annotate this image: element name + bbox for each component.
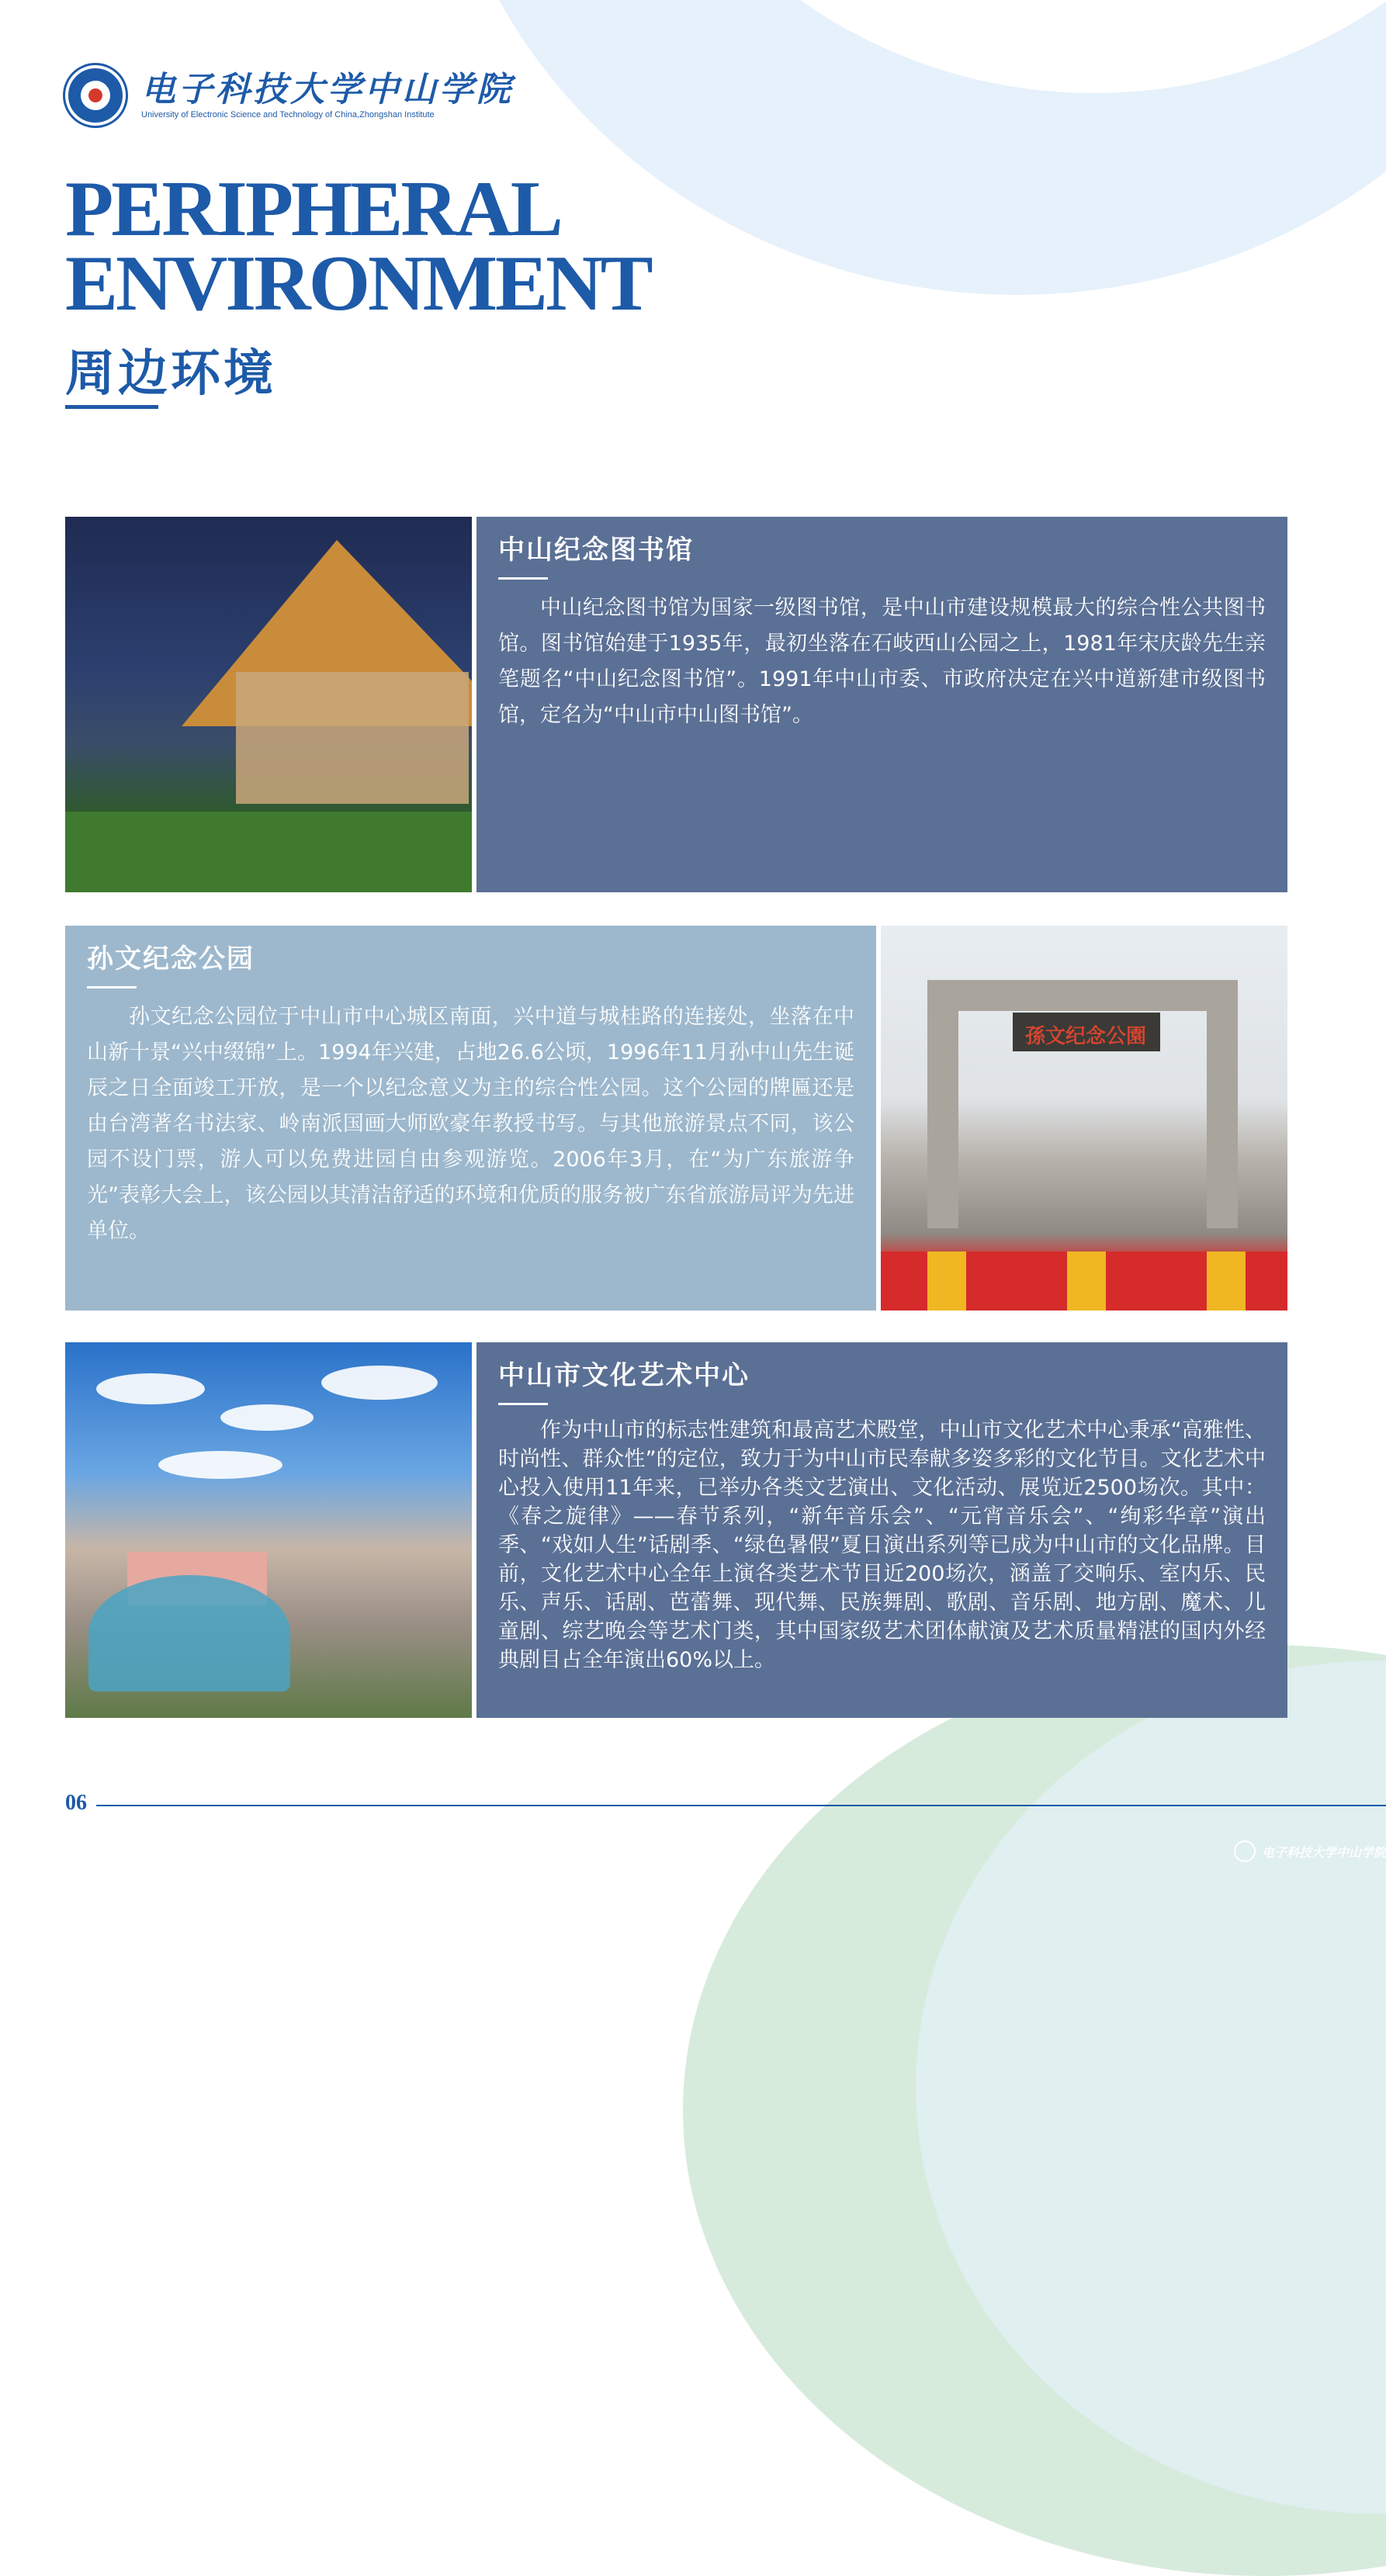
logo-name-en: University of Electronic Science and Technology of China,Zhongshan Institute xyxy=(141,110,435,119)
page-number: 06 xyxy=(65,1791,87,1815)
library-heading: 中山纪念图书馆 xyxy=(498,535,694,566)
arts-center-body: 作为中山市的标志性建筑和最高艺术殿堂，中山市文化艺术中心秉承“高雅性、时尚性、群众性”的定位，致力于为中山市民奉献多姿多彩的文化节目。文化艺术中心投入使用11年来，已举办各类文艺演出、文化活动、展览近2500场次。其中：《春之旋律》——春节系列，“新年音乐会”、“元宵音乐会”、“绚彩华章”演出季、“戏如人生”话剧季、“绿色暑假”夏日演出系列等已成为中山市的文化品牌。目前，文化艺术中心全年上演各类艺术节目近200场次，涵盖了交响乐、室内乐、民乐、声乐、话剧、芭蕾舞、现代舞、民族舞剧、歌剧、音乐剧、地方剧、魔术、儿童剧、综艺晚会等艺术门类，其中国家级艺术团体献演及艺术质量精湛的国内外经典剧目占全年演出60%以上。 xyxy=(498,1418,1266,1672)
footer-rule xyxy=(96,1805,1386,1806)
library-body: 中山纪念图书馆为国家一级图书馆，是中山市建设规模最大的综合性公共图书馆。图书馆始建于1935年，最初坐落在石岐西山公园之上，1981年宋庆龄先生亲笔题名“中山纪念图书馆”。1991年中山市委、市政府决定在兴中道新建市级图书馆，定名为“中山市中山图书馆”。 xyxy=(498,596,1266,727)
library-panel xyxy=(476,517,1287,892)
logo-name-cn: 电子科技大学中山学院 xyxy=(141,70,514,109)
footer-seal-icon xyxy=(1234,1840,1256,1862)
footer-logo-text: 电子科技大学中山学院 xyxy=(1262,1844,1386,1860)
page-title-cn: 周边环境 xyxy=(65,345,276,403)
arts-center-photo xyxy=(65,1342,472,1718)
title-en-line1: PERIPHERAL xyxy=(65,165,561,253)
arts-center-panel xyxy=(476,1342,1287,1718)
institute-logo xyxy=(65,65,514,126)
arts-center-heading-rule xyxy=(498,1403,548,1405)
library-heading-rule xyxy=(498,577,548,580)
footer-logo xyxy=(1234,1840,1386,1862)
park-heading: 孙文纪念公园 xyxy=(87,943,255,975)
arts-center-heading: 中山市文化艺术中心 xyxy=(498,1360,750,1391)
park-photo xyxy=(881,926,1287,1311)
title-underline xyxy=(65,405,158,409)
title-en-line2: ENVIRONMENT xyxy=(65,240,651,327)
library-photo xyxy=(65,517,472,892)
park-body: 孙文纪念公园位于中山市中心城区南面，兴中道与城桂路的连接处，坐落在中山新十景“兴中缀锦”上。1994年兴建，占地26.6公顷，1996年11月孙中山先生诞辰之日全面竣工开放，是一个以纪念意义为主的综合性公园。这个公园的牌匾还是由台湾著名书法家、岭南派国画大师欧豪年教授书写。与其他旅游景点不同，该公园不设门票，游人可以免费进园自由参观游览。2006年3月，在“为广东旅游争光”表彰大会上，该公园以其清洁舒适的环境和优质的服务被广东省旅游局评为先进单位。 xyxy=(87,1005,854,1243)
park-heading-rule xyxy=(87,986,137,989)
page-title-en xyxy=(65,165,651,327)
park-panel xyxy=(65,926,876,1311)
park-gate-sign: 孫文纪念公園 xyxy=(1025,1025,1147,1048)
institute-seal-icon xyxy=(65,65,126,126)
